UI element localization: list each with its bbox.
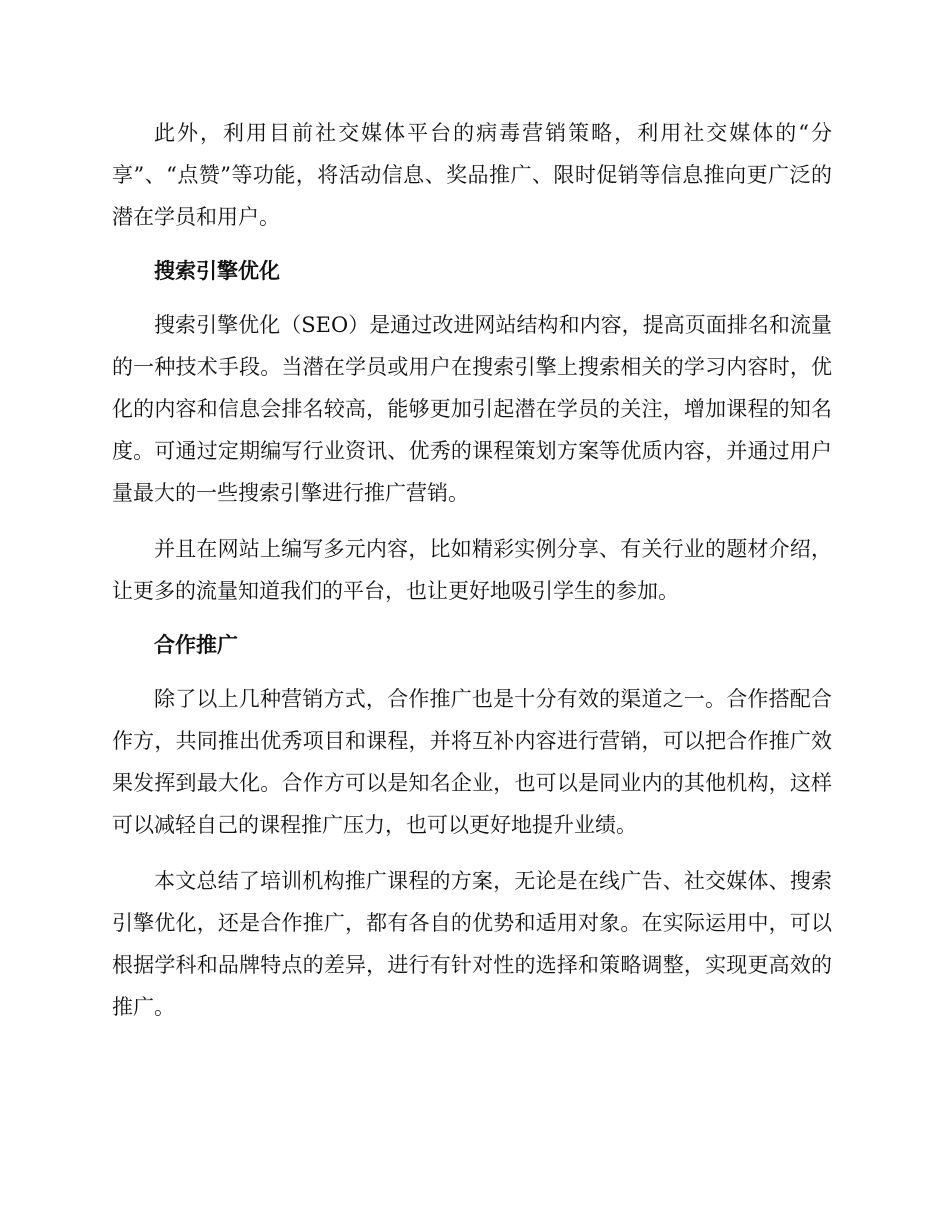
spacer <box>112 238 832 250</box>
spacer <box>112 666 832 678</box>
heading-cooperation: 合作推广 <box>154 633 238 657</box>
paragraph-summary: 本文总结了培训机构推广课程的方案，无论是在线广告、社交媒体、搜索引擎优化，还是合作推广，都有各自的优势和适用对象。在实际运用中，可以根据学科和品牌特点的差异，进行有针对性的选择和策略调整，实现更高效的推广。 <box>112 869 832 1019</box>
spacer <box>112 846 832 860</box>
spacer <box>112 292 832 304</box>
paragraph-website-content: 并且在网站上编写多元内容，比如精彩实例分享、有关行业的题材介绍，让更多的流量知道我们的平台，也让更好地吸引学生的参加。 <box>112 537 832 603</box>
spacer <box>112 514 832 528</box>
spacer <box>112 612 832 624</box>
heading-seo: 搜索引擎优化 <box>154 259 280 283</box>
document-page <box>112 112 832 1028</box>
paragraph-cooperation: 除了以上几种营销方式，合作推广也是十分有效的渠道之一。合作搭配合作方，共同推出优秀项目和课程，并将互补内容进行营销，可以把合作推广效果发挥到最大化。合作方可以是知名企业，也可以是同业内的其他机构，这样可以减轻自己的课程推广压力，也可以更好地提升业绩。 <box>112 687 832 837</box>
paragraph-social-media-viral: 此外，利用目前社交媒体平台的病毒营销策略，利用社交媒体的“分享”、“点赞”等功能，将活动信息、奖品推广、限时促销等信息推向更广泛的潜在学员和用户。 <box>112 121 832 229</box>
paragraph-seo: 搜索引擎优化（SEO）是通过改进网站结构和内容，提高页面排名和流量的一种技术手段。当潜在学员或用户在搜索引擎上搜索相关的学习内容时，优化的内容和信息会排名较高，能够更加引起潜在学员的关注，增加课程的知名度。可通过定期编写行业资讯、优秀的课程策划方案等优质内容，并通过用户量最大的一些搜索引擎进行推广营销。 <box>112 313 832 505</box>
